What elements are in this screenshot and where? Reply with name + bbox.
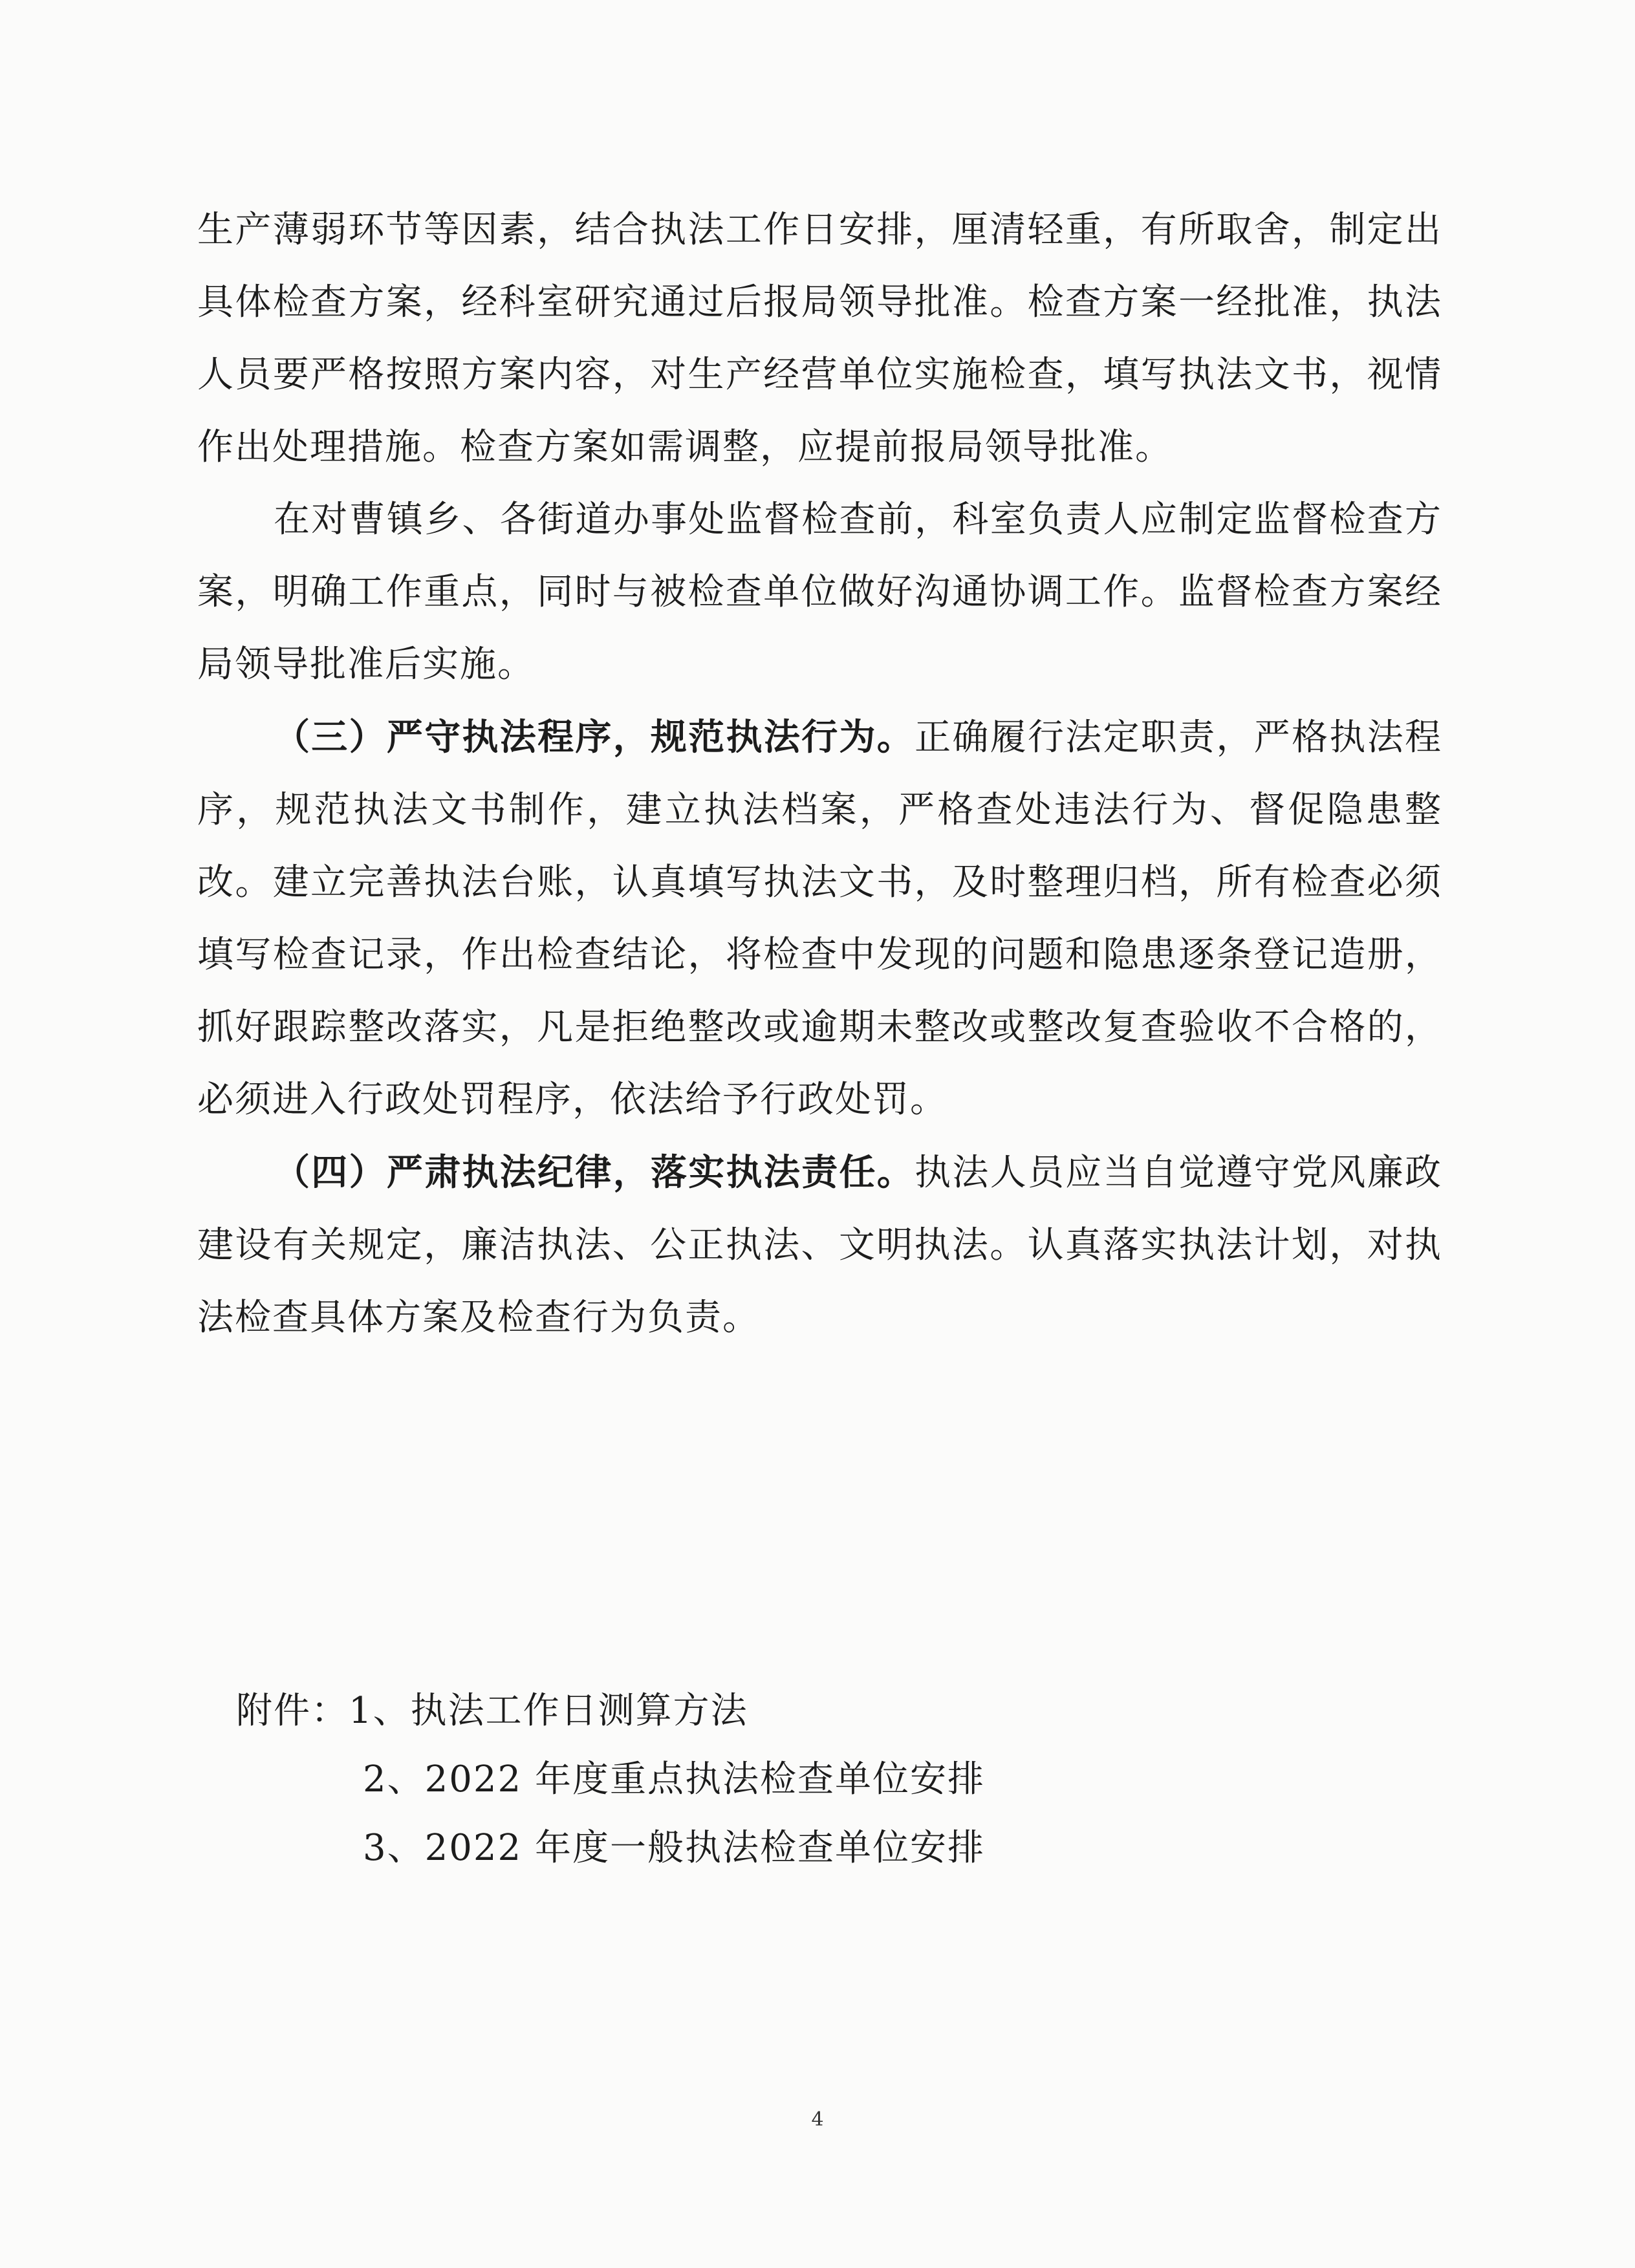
page-number: 4 — [811, 2108, 824, 2131]
attachment-text: 2、2022 年度重点执法检查单位安排 — [363, 1758, 985, 1800]
attachment-item — [236, 1677, 1400, 1745]
section-heading: （三）严守执法程序，规范执法行为。 — [274, 716, 915, 759]
body-text — [197, 194, 1442, 1354]
attachments-list — [236, 1677, 1400, 1883]
paragraph-text: 生产薄弱环节等因素，结合执法工作日安排，厘清轻重，有所取舍，制定出具体检查方案，经科室研究通过后报局领导批准。检查方案一经批准，执法人员要严格按照方案内容，对生产经营单位实施检查，填写执法文书，视情作出处理措施。检查方案如需调整，应提前报局领导批准。 — [197, 209, 1442, 468]
paragraph-text: 正确履行法定职责，严格执法程序，规范执法文书制作，建立执法档案，严格查处违法行为、督促隐患整改。建立完善执法台账，认真填写执法文书，及时整理归档，所有检查必须填写检查记录，作出检查结论，将检查中发现的问题和隐患逐条登记造册，抓好跟踪整改落实，凡是拒绝整改或逾期未整改或整改复查验收不合格的，必须进入行政处罚程序，依法给予行政处罚。 — [197, 717, 1443, 1121]
attachment-item — [236, 1814, 1400, 1883]
attachment-text: 3、2022 年度一般执法检查单位安排 — [363, 1827, 985, 1869]
paragraph-text: 在对曹镇乡、各街道办事处监督检查前，科室负责人应制定监督检查方案，明确工作重点，同时与被检查单位做好沟通协调工作。监督检查方案经局领导批准后实施。 — [197, 499, 1442, 686]
attachments-label: 附件： — [236, 1690, 349, 1732]
paragraph-supervision-plan — [197, 484, 1442, 701]
attachment-item — [236, 1745, 1400, 1814]
attachment-text: 1、执法工作日测算方法 — [349, 1690, 748, 1732]
paragraph-text: 执法人员应当自觉遵守党风廉政建设有关规定，廉洁执法、公正执法、文明执法。认真落实执法计划，对执法检查具体方案及检查行为负责。 — [197, 1152, 1443, 1339]
paragraph-section-three — [197, 701, 1442, 1136]
section-heading: （四）严肃执法纪律，落实执法责任。 — [274, 1151, 915, 1194]
paragraph-section-four — [197, 1136, 1442, 1354]
paragraph-continuation — [197, 194, 1442, 484]
